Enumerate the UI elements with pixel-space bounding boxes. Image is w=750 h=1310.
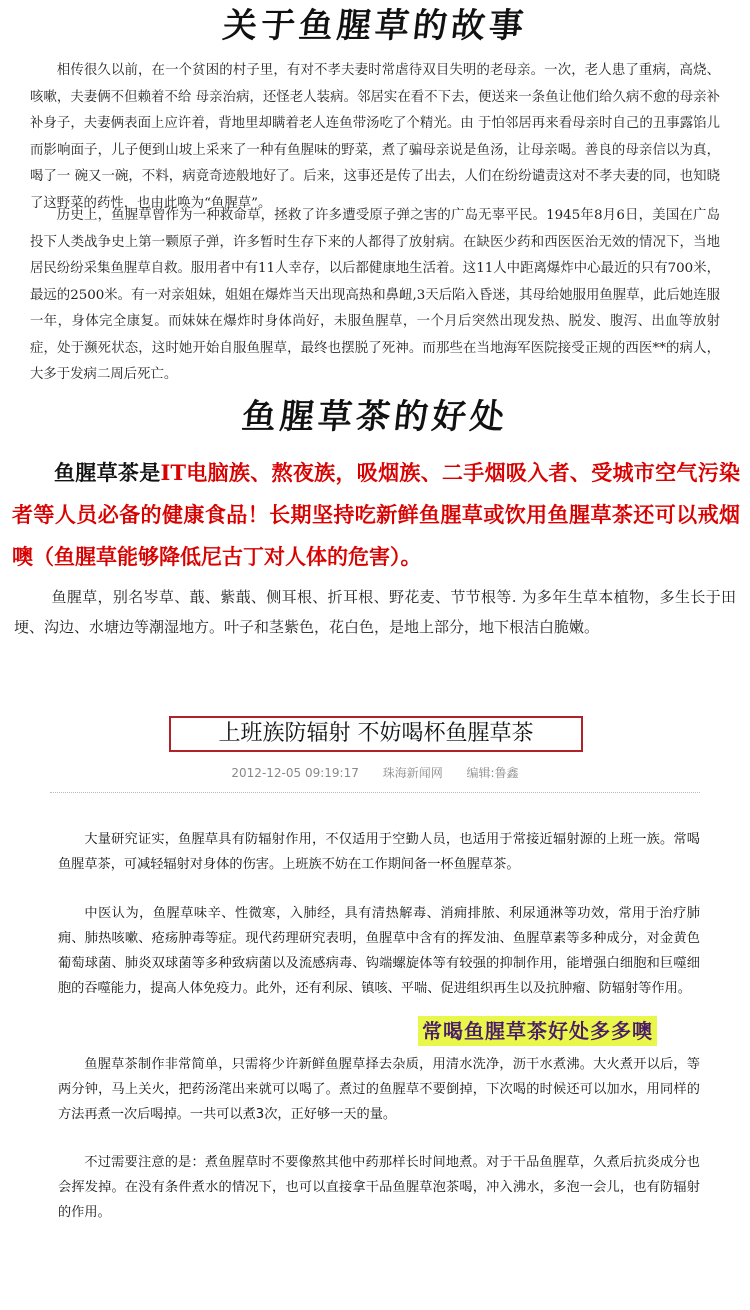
highlight-lead: 鱼腥草茶是 [54,460,161,485]
article-paragraph-1: 大量研究证实，鱼腥草具有防辐射作用，不仅适用于空勤人员，也适用于常接近辐射源的上班一族。常喝鱼腥草茶，可减轻辐射对身体的伤害。上班族不妨在工作期间备一杯鱼腥草茶。 [58,832,700,872]
promo-stamp: 常喝鱼腥草茶好处多多噢 [418,1016,657,1046]
article-editor: 编辑:鲁鑫 [466,766,519,780]
article-source: 珠海新闻网 [382,766,443,780]
article-paragraph-3: 鱼腥草茶制作非常简单，只需将少许新鲜鱼腥草择去杂质，用清水洗净，沥干水煮沸。大火煮开以后，等两分钟，马上关火，把药汤滗出来就可以喝了。煮过的鱼腥草不要倒掉，下次喝的时候还可以加水，用同样的方法再煮一次后喝掉。一共可以煮3次，正好够一天的量。 [58,1057,700,1122]
article-paragraph-2: 中医认为，鱼腥草味辛、性微寒，入肺经，具有清热解毒、消痈排脓、利尿通淋等功效，常用于治疗肺痈、肺热咳嗽、疮疡肿毒等症。现代药理研究表明，鱼腥草中含有的挥发油、鱼腥草素等多种成分，对金黄色葡萄球菌、肺炎双球菌等多种致病菌以及流感病毒、钩端螺旋体等有较强的抑制作用，能增强白细胞和巨噬细胞的吞噬能力，提高人体免疫力。此外，还有利尿、镇咳、平喘、促进组织再生以及抗肿瘤、防辐射等作用。 [58,906,700,996]
story-title: 关于鱼腥草的故事 [220,6,530,46]
benefits-title: 鱼腥草茶的好处 [239,397,511,437]
article-title: 上班族防辐射 不妨喝杯鱼腥草茶 [169,716,583,752]
story-paragraph-legend: 相传很久以前，在一个贫困的村子里，有对不孝夫妻时常虐待双目失明的老母亲。一次，老人患了重病，高烧、咳嗽，夫妻俩不但赖着不给 母亲治病，还怪老人装病。邻居实在看不下去，便送来一条鱼让他们给久病不愈的母亲补补身子，夫妻俩表面上应许着，背地里却瞒着老人连鱼带汤吃了个精光。由 于怕邻居再来看母亲时自己的丑事露馅儿而影响面子，儿子便到山坡上采来了一种有鱼腥味的野菜，煮了骗母亲说是鱼汤，让母亲喝。善良的母亲信以为真，喝了一 碗又一碗，不料，病竟奇迹般地好了。后来，这事还是传了出去，人们在纷纷谴责这对不孝夫妻的同，也知晓了这野菜的药性，也由此唤为“鱼腥草”。 [30,63,720,211]
benefits-highlight [12,452,740,578]
highlight-red-text: IT电脑族、熬夜族，吸烟族、二手烟吸入者、受城市空气污染者等人员必备的健康食品！长期坚持吃新鲜鱼腥草或饮用鱼腥草茶还可以戒烟噢（鱼腥草能够降低尼古丁对人体的危害）。 [12,460,741,569]
plant-description: 鱼腥草，别名岑草、蕺、紫蕺、侧耳根、折耳根、野花麦、节节根等. 为多年生草本植物，多生长于田埂、沟边、水塘边等潮湿地方。叶子和茎紫色，花白色，是地上部分，地下根洁白脆嫩。 [14,588,736,636]
article-meta [0,764,750,781]
story-paragraph-history: 历史上，鱼腥草曾作为一种救命草，拯救了许多遭受原子弹之害的广岛无辜平民。1945年8月6日，美国在广岛投下人类战争史上第一颗原子弹，许多暂时生存下来的人都得了放射病。在缺医少药和西医医治无效的情况下，当地居民纷纷采集鱼腥草自救。服用者中有11人幸存，以后都健康地生活着。这11人中距离爆炸中心最近的只有700米，最远的2500米。有一对亲姐妹，姐姐在爆炸当天出现高热和鼻衄,3天后陷入昏迷，其母给她服用鱼腥草，此后她连服一年，身体完全康复。而妹妹在爆炸时身体尚好，未服鱼腥草，一个月后突然出现发热、脱发、腹泻、出血等放射症，处于濒死状态，这时她开始自服鱼腥草，最终也摆脱了死神。而那些在当地海军医院接受正规的西医**的病人，大多于发病二周后死亡。 [30,208,720,382]
article-date: 2012-12-05 09:19:17 [231,766,359,780]
article-divider [50,792,700,793]
article-paragraph-4: 不过需要注意的是：煮鱼腥草时不要像熬其他中药那样长时间地煮。对于干品鱼腥草，久煮后抗炎成分也会挥发掉。在没有条件煮水的情况下，也可以直接拿干品鱼腥草泡茶喝，冲入沸水，多泡一会儿，也有防辐射的作用。 [58,1155,700,1220]
